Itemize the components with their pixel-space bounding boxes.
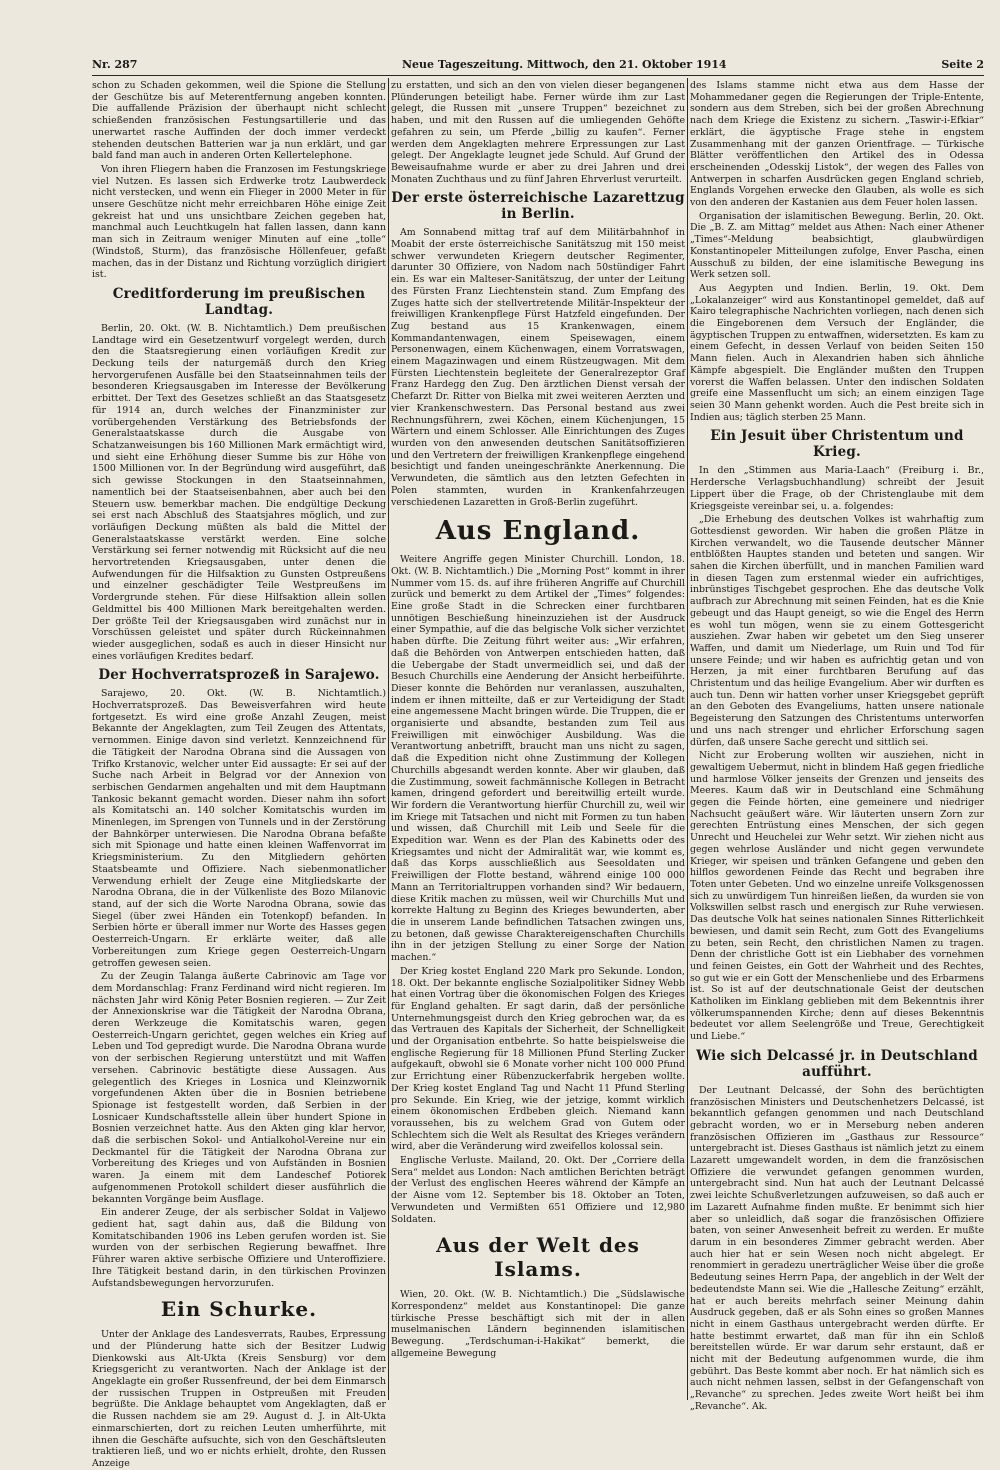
article-credit: Berlin, 20. Okt. (W. B. Nichtamtlich.) Dem preußischen Landtage wird ein Gesetzentwurf vorgelegt werden, durch den die Staatsregierung einen vorläufigen Kredit zur Deckung teils der naturgemäß durch den Krieg hervorgerufenen Ausfälle bei den Staatseinnahmen teils der besonderen Kriegsausgaben im Interesse der Bevölkerung erbittet. Der Text des Gesetzes schließt an das Staatsgesetz für 1914 an, durch welches der Finanzminister zur vorübergehenden Verstärkung des Betriebsfonds der Generalstaatskasse durch die Ausgabe von Schatzanweisungen bis 160 Millionen Mark ermächtigt wird, und sieht eine Erhöhung dieser Summe bis zur Höhe von 1500 Millionen vor. In der Begründung wird ausgeführt, daß sich gewisse Stockungen in den Staatseinnahmen, namentlich bei der Staatseisenbahnen, aber auch bei den Steuern usw. bemerkbar machen. Die endgültige Deckung sei erst nach Abschluß des Staatsjahres möglich, und zur vorläufigen Deckung müßten als bald die Mittel der Generalstaatskasse verstärkt werden. Eine solche Verstärkung sei ferner notwendig mit Rücksicht auf die neu hervortretenden Kriegsausgaben, unter denen die Aufwendungen für die Hilfsaktion zu Gunsten Ostpreußens und einzelner geschädigter Teile Westpreußens im Vordergrunde stehen. Für diese Hilfsaktion allein sollen Geldmittel bis 400 Millionen Mark bereitgehalten werden. Der größte Teil der Kriegsausgaben wird zunächst nur in Vorschüssen geleistet und später durch Rückeinnahmen wieder ausgeglichen, sodaß es auch in dieser Hinsicht nur eines vorläufigen Kredites bedarf.: [92, 322, 386, 662]
article-spies-paragraph: Von ihren Fliegern haben die Franzosen im Festungskriege viel Nutzen. Es lassen sich Erdwerke trotz Laubwerdeck nicht verstecken, und wenn ein Flieger in 2000 Meter in für unsere Geschütze nicht mehr erreichbaren Höhe einige Zeit gekreist hat und uns unsichtbare Zeichen gegeben hat, manchmal auch Leuchtkugeln hat fallen lassen, dann kann man sich in Zeitraum weniger Minuten auf eine „tolle“ (Windstoß, Sturm), das französische Höllenfeuer, gefaßt machen, das in der Distanz und Richtung vorzüglich dirigiert ist.: [92, 163, 386, 281]
headline-jesuit: Ein Jesuit über Christentum und Krieg.: [710, 428, 964, 461]
article-sarajewo-2: Zu der Zeugin Talanga äußerte Cabrinovic am Tage vor dem Mordanschlag: Franz Ferdinand wird nicht regieren. Im nächsten Jahr wird König Peter Bosnien regieren. — Zur Zeit der Annexionskrise war die Tätigkeit der Narodna Obrana, deren Werkzeuge die Komitatschis waren, gegen Oesterreich-Ungarn gerichtet, gegen welches ein Krieg auf Leben und Tod gepredigt wurde. Die Narodna Obrana wurde von der serbischen Regierung unterstützt und mit Waffen versehen. Cabrinovic bestätigte diese Aussagen. Aus gelegentlich des Krieges in Losnica und Kleinzwornik vorgefundenen Akten über die in Bosnien betriebene Spionage ist festgestellt worden, daß Serbien in der Losnicaer Kundschaftsstelle allein über hundert Spione in Bosnien verzeichnet hatte. Aus den Akten ging klar hervor, daß die serbischen Sokol- und Antialkohol-Vereine nur ein Deckmantel für die Tätigkeit der Narodna Obrana zur Vorbereitung des Krieges und von Aufständen in Bosnien waren. Ja einem mit dem Landeschef Potiorek aufgenommenen Protokoll schildert dieser ausführlich die bekannten Vorgänge beim Ausflage.: [92, 971, 386, 1205]
article-egypt-india: Aus Aegypten und Indien. Berlin, 19. Okt. Dem „Lokalanzeiger“ wird aus Konstantinopel gemeldet, daß auf Kairo telegraphische Nachrichten vorliegen, nach denen sich die Eingeborenen dem Versuch der Engländer, die ägyptischen Truppen zu entwaffnen, widersetzten. Es kam zu einem Gefecht, in dessen Verlauf von beiden Seiten 150 Mann fielen. Auch in Alexandrien haben sich ähnliche Kämpfe abgespielt. Die Engländer mußten den Truppen vorerst die Waffen belassen. Unter den indischen Soldaten greife eine Massenflucht um sich; an einem einzigen Tage seien 30 Mann gehenkt worden. Auch die Pest breite sich in Indien aus; täglich sterben 25 Mann.: [690, 282, 984, 423]
headline-delcasse: Wie sich Delcassé jr. in Deutschland aufführt.: [696, 1047, 978, 1080]
paper-title-date: Neue Tageszeitung. Mittwoch, den 21. Oktober 1914: [402, 58, 727, 71]
article-sarajewo-3: Ein anderer Zeuge, der als serbischer Soldat in Valjewo gedient hat, sagt dahin aus, daß die Bildung von Komitatschibanden 1906 ins Leben gerufen worden ist. Sie wurden von der serbischen Regierung bewaffnet. Ihre Führer waren aktive serbische Offiziere und Unteroffiziere. Ihre Tätigkeit bestand darin, in den türkischen Provinzen Aufstandsbewegungen hervorzurufen.: [92, 1207, 386, 1289]
column-3: [690, 80, 984, 1412]
page-number: Seite 2: [941, 58, 984, 71]
article-lazarettzug: Am Sonnabend mittag traf auf dem Militärbahnhof in Moabit der erste österreichische Sanitätszug mit 150 meist schwer verwundeten Kriegern deutscher Regimenter, darunter 30 Offiziere, von Nadom nach 50stündiger Fahrt ein. Es war ein Malteser-Sanitätszug, der unter der Leitung des Fürsten Franz Liechtenstein stand. Zum Empfang des Zuges hatte sich der stellvertretende Militär-Inspekteur der freiwilligen Krankenpflege Fürst Hatzfeld eingefunden. Der Zug bestand aus 15 Krankenwagen, einem Kommandantenwagen, einem Speisewagen, einem Personenwagen, einem Küchenwagen, einem Vorratswagen, einem Magazinwagen und einem Rüstzeugwagen. Mit dem Fürsten Liechtenstein begleitete der Generalrezeptor Graf Franz Hardegg den Zug. Den ärztlichen Dienst versah der Chefarzt Dr. Ritter von Bielka mit zwei weiteren Aerzten und vier Krankenschwestern. Das Personal bestand aus zwei Rechnungsführern, zwei Köchen, einem Küchenjungen, 15 Wärtern und einem Schlosser. Alle Einrichtungen des Zuges wurden von den anwesenden deutschen Sanitätsoffizieren und den Vertretern der freiwilligen Krankenpflege eingehend besichtigt und fanden uneingeschränkte Anerkennung. Die Verwundeten, die sämtlich aus den letzten Gefechten in Polen stammten, wurden in Krankenfahrzeugen verschiedenen Lazaretten in Groß-Berlin zugeführt.: [391, 227, 685, 508]
masthead: [92, 58, 984, 74]
headline-islam: Aus der Welt des Islams.: [436, 1233, 640, 1282]
article-schurke: Unter der Anklage des Landesverrats, Raubes, Erpressung und der Plünderung hatte sich der Besitzer Ludwig Dienkowski aus Alt-Ukta (Kreis Sensburg) vor dem Kriegsgericht zu verantworten. Nach der Anklage ist der Angeklagte ein großer Russenfreund, der bei dem Einmarsch der russischen Truppen in Ostpreußen mit Freuden begrüßte. Die Anklage behauptet vom Angeklagten, daß er die Russen nachdem sie am 29. August d. J. in Alt-Ukta einmarschierten, dort zu reichen Leuten umherführte, mit ihnen die Geschäfte aufsuchte, sich von den Geschäftsleuten traktieren ließ, und wo er nichts erhielt, drohte, den Russen Anzeige: [92, 1329, 386, 1469]
issue-number: Nr. 287: [92, 58, 138, 71]
headline-schurke: Ein Schurke.: [160, 1297, 318, 1322]
headline-credit: Creditforderung im preußischen Landtag.: [112, 285, 366, 318]
masthead-rule: [92, 75, 984, 76]
column-rule-2: [687, 78, 688, 1400]
article-spies-cont: schon zu Schaden gekommen, weil die Spione die Stellung der Geschütze bis auf Meterentfernung angeben konnten. Die auffallende Präzision der überhaupt nicht schlecht schießenden französischen Festungsartillerie und das unerwartet rasche Auffinden der doch immer verdeckt stehenden deutschen Batterien war ja nun erklärt, und gar bald fand man auch in anderen Orten Kellertelephone.: [92, 80, 386, 162]
article-islam-cont: des Islams stamme nicht etwa aus dem Hasse der Mohammedaner gegen die Regierungen der Triple-Entente, sondern aus dem Streben, sich bei der großen Abrechnung nach dem Kriege die Existenz zu sichern. „Taswir-i-Efkiar“ erklärt, die ägyptische Frage stehe in engstem Zusammenhang mit der ganzen Orientfrage. — Türkische Blätter veröffentlichen den Artikel des in Odessa erscheinenden „Odesskij Listok“, der wegen des Falles von Antwerpen in scharfen Ausdrücken gegen England schrieb, Englands Vorgehen erwecke den Glauben, als wolle es sich von den anderen der Kastanien aus dem Feuer holen lassen.: [690, 80, 984, 209]
article-islam: Wien, 20. Okt. (W. B. Nichtamtlich.) Die „Südslawische Korrespondenz“ meldet aus Konstantinopel: Die ganze türkische Presse beschäftigt sich mit der in allen muselmanischen Ländern beginnenden islamitischen Bewegung. „Terdschuman-i-Hakikat“ bemerkt, die allgemeine Bewegung: [391, 1289, 685, 1359]
article-sarajewo-1: Sarajewo, 20. Okt. (W. B. Nichtamtlich.) Hochverratsprozeß. Das Beweisverfahren wird heute fortgesetzt. Es wird eine große Anzahl Zeugen, meist Bekannte der Angeklagten, zum Teil Zeugen des Attentats, vernommen. Einige davon sind verletzt. Kennzeichnend für die Tätigkeit der Narodna Obrana sind die Aussagen von Trifko Krstanovic, welcher unter Eid aussagte: Er sei auf der Suche nach Arbeit in Belgrad vor der Annexion von serbischen Gendarmen angehalten und mit dem Hauptmann Tankosic bekannt gemacht worden. Dieser nahm ihn sofort als Komitatschi an. 140 solcher Komitatschis wurden im Minenlegen, im Sprengen von Tunnels und in der Zerstörung der Bahnkörper unterwiesen. Die Narodna Obrana befaßte sich mit Spionage und hatte einen kleinen Waffenvorrat im Kriegsministerium. Zu den Mitgliedern gehörten Staatsbeamte und Offiziere. Nach siebenmonatlicher Verwendung erhielt der Zeuge eine Mitgliedskarte der Narodna Obrana, die in der Vülkenliste des Bozo Milanovic stand, auf der sich die Worte Narodna Obrana, sowie das Siegel (über zwei Händen ein Totenkopf) befanden. In Serbien hörte er überall immer nur Worte des Hasses gegen Oesterreich-Ungarn. Er erklärte weiter, daß alle Vorbereitungen zum Kriege gegen Oesterreich-Ungarn getroffen gewesen seien.: [92, 688, 386, 969]
column-rule-1: [388, 78, 389, 1400]
headline-sarajewo: Der Hochverratsprozeß in Sarajewo.: [98, 667, 380, 684]
article-delcasse: Der Leutnant Delcassé, der Sohn des berüchtigten französischen Ministers und Deutschenhetzers Delcassé, ist bekanntlich gefangen genommen und nach Deutschland gebracht worden, wo er in Merseburg neben anderen französischen Offizieren im „Gasthaus zur Ressource“ untergebracht ist. Dieses Gasthaus ist nämlich jetzt zu einem Lazarett umgewandelt worden, in dem die französischen Offiziere die verwundet gefangen genommen wurden, untergebracht sind. Nun hat auch der Leutnant Delcassé zwei leichte Schußverletzungen aufzuweisen, so daß auch er im Lazarett Aufnahme finden mußte. Er benimmt sich hier aber so unleidlich, daß sogar die französischen Offiziere baten, von seiner Anwesenheit befreit zu werden. Er mußte darum in ein besonderes Zimmer gebracht werden. Aber auch hier hat er sein Wesen noch nicht abgelegt. Er renommiert in geradezu unerträglicher Weise über die große Bedeutung seines Herrn Papa, der angeblich in der Welt der bedeutendste Mann sei. Wie die „Hallesche Zeitung“ erzählt, hat er auch bereits mehrfach seiner Meinung dahin Ausdruck gegeben, daß er als Sohn eines so großen Mannes nicht in einem Gasthaus untergebracht werden dürfte. Er hatte bestimmt erwartet, daß man für ihn ein Schloß bereitstellen würde. Er war darum sehr erstaunt, daß er nicht mit der Bedeutung aufgenommen wurde, die ihm gebührt. Das Beste kommt aber noch. Er hat nämlich sich es auch nicht nehmen lassen, selbst in der Gefangenschaft von „Revanche“ zu sprechen. Jedes zweite Wort heißt bei ihm „Revanche“. Ak.: [690, 1084, 984, 1412]
headline-lazarettzug: Der erste österreichische Lazarettzug in Berlin.: [391, 190, 685, 223]
article-churchill: Weitere Angriffe gegen Minister Churchill. London, 18. Okt. (W. B. Nichtamtlich.) Die „Morning Post“ kommt in ihrer Nummer vom 15. ds. auf ihre früheren Angriffe auf Churchill zurück und bemerkt zu dem Artikel der „Times“ folgendes: Eine große Stadt in die Schrecken einer furchtbaren unnötigen Beschießung hineinzuziehen ist der Ausdruck einer Sympathie, auf die das belgische Volk sicher verzichtet haben dürfte. Die Zeitung führt weiter aus: „Wir erfahren, daß die Behörden von Antwerpen entschieden hatten, daß die Uebergabe der Stadt unvermeidlich sei, und daß der Besuch Churchills eine Aenderung der Ansicht herbeiführte. Dieser konnte die Behörden nur veranlassen, auszuhalten, indem er ihnen mitteilte, daß er zur Verteidigung der Stadt eine angemessene Macht bringen würde. Die Truppen, die er organisierte und absandte, bestanden zum Teil aus Freiwilligen mit einwöchiger Ausbildung. Was die Verantwortung anbetrifft, braucht man uns nicht zu sagen, daß die Expedition nicht ohne Zustimmung der Kollegen Churchills abgesandt werden konnte. Aber wir glauben, daß die Zustimmung, soweit fachmännische Kollegen in Betracht kamen, dringend gefordert und bereitwillig erteilt wurde. Wir fordern die Verantwortung hierfür Churchill zu, weil wir im Kriege mit Tatsachen und nicht mit Formen zu tun haben und wissen, daß Churchill mit Leib und Seele für die Expedition war. Wenn es der Plan des Kabinetts oder des Kriegsamtes und nicht der Admiralität war, wie kommt es, daß das Korps ausschließlich aus Seesoldaten und Freiwilligen der Flotte bestand, während einige 100 000 Mann an Territorialtruppen vorhanden sind? Wir bedauern, diese Kritik machen zu müssen, weil wir Churchills Mut und korrekte Haltung zu Beginn des Krieges bewunderten, aber die in unserem Lande befindlichen Tatsachen zwingen uns, zu betonen, daß gewisse Charaktereigenschaften Churchills ihn in der jetzigen Stellung zu einer Sorge der Nation machen.“: [391, 554, 685, 964]
column-2: [391, 80, 685, 1400]
article-jesuit-quote-2: Nicht zur Eroberung wollten wir ausziehen, nicht in gewaltigem Uebermut, nicht in blindem Haß gegen friedliche und harmlose Völker jenseits der Grenzen und jenseits des Meeres. Kaum daß wir in Deutschland eine Schmähung gegen die Feinde hörten, eine gemeinere und niedriger Nachsucht geäußert wäre. Wir läuterten unsern Zorn zur gerechten Entrüstung eines Menschen, der sich gegen Unrecht und Heuchelei zur Wehr setzt. Wir ziehen nicht aus gegen wehrlose Ausländer und nicht gegen verwundete Krieger, wir speisen und tränken Gefangene und geben den hilflos gewordenen Feinde das Recht und begraben ihre Toten unter Gebeten. Und wo einzelne unreife Volksgenossen sich zu unwürdigem Tun hinreißen ließen, da wurden sie von Volkswillen selbst rasch und energisch zur Ruhe verwiesen. Das deutsche Volk hat seines nationalen Sinnes Ritterlichkeit bewiesen, und damit sein Recht, zum Gott des Evangeliums zu beten, sein Recht, den christlichen Namen zu tragen. Denn der christliche Gott ist ein Liebhaber des vornehmen und feinen Geistes, ein Gott der Wahrheit und des Rechtes, so gut wie er ein Gott der Menschenliebe und des Erbarmens ist. So ist auf der deutschnationale Geist der deutschen Katholiken im Einklang geblieben mit dem Bekenntnis ihrer völkerumspannenden Kirche; denn auf dieses Bekenntnis bedeutet vor allem Seelengröße und Treue, Gerechtigkeit und Liebe.“: [690, 750, 984, 1043]
article-jesuit-quote-1: „Die Erhebung des deutschen Volkes ist wahrhaftig zum Gottesdienst geworden. Wir haben die großen Plätze in Kirchen verwandelt, wo die Tausende deutscher Männer entblößten Hauptes standen und beteten und sangen. Wir sahen die Kirchen überfüllt, und in manchen Familien ward in diesen Tagen zum erstenmal wieder ein aufrichtiges, inbrünstiges Tischgebet gesprochen. Ehe das deutsche Volk aufbrach zur Abrechnung mit seinen Feinden, hat es die Knie gebeugt und das Haupt geneigt, so wie die Engel des Herrn es wohl tun mögen, wenn sie zu einem Gottesgericht ausziehen. Zwar haben wir gebetet um den Sieg unserer Waffen, und damit um Niederlage, um Ruin und Tod für unsere Feinde; und wir haben es aufrichtig getan und von Herzen, ja mit einer furchtbaren Berufung auf das Christentum und das heilige Evangelium. Aber wir durften es auch tun. Denn wir hatten vorher unser Kriegsgebet geprüft an den Geboten des Evangeliums, hatten unsere nationale Begeisterung den Satzungen des Christentums unterworfen und uns nach strenger und ehrlicher Erforschung sagen dürfen, daß unsere Sache gerecht und sittlich sei.: [690, 514, 984, 748]
article-schurke-cont: zu erstatten, und sich an den von vielen dieser begangenen Plünderungen beteiligt habe. Ferner würde ihm zur Last gelegt, die Russen mit „unsere Truppen“ bezeichnet zu haben, und mit den Russen auf die umliegenden Gehöfte gefahren zu sein, um Pferde „billig zu kaufen“. Ferner werden dem Angeklagten mehrere Erpressungen zur Last gelegt. Der Angeklagte leugnet jede Schuld. Auf Grund der Beweisaufnahme wurde er aber zu drei Jahren und drei Monaten Zuchthaus und zu fünf Jahren Ehrverlust verurteilt.: [391, 80, 685, 185]
headline-england: Aus England.: [435, 516, 641, 547]
article-jesuit-intro: In den „Stimmen aus Maria-Laach“ (Freiburg i. Br., Herdersche Verlagsbuchhandlung) schreibt der Jesuit Lippert über die Frage, ob der Christenglaube mit dem Kriegsgeiste vereinbar sei, u. a. folgendes:: [690, 465, 984, 512]
article-islam-organisation: Organisation der islamitischen Bewegung. Berlin, 20. Okt. Die „B. Z. am Mittag“ meldet aus Athen: Nach einer Athener „Times“-Meldung beabsichtigt, glaubwürdigen Konstantinopeler Mitteilungen zufolge, Enver Pascha, einen Ausschuß zu bilden, der eine islamitische Bewegung ins Werk setzen soll.: [690, 210, 984, 281]
article-losses: Englische Verluste. Mailand, 20. Okt. Der „Corriere della Sera“ meldet aus London: Nach amtlichen Berichten beträgt der Verlust des englischen Heeres während der Kämpfe an der Aisne vom 12. September bis 18. Oktober an Toten, Verwundeten und Vermißten 651 Offiziere und 12,980 Soldaten.: [391, 1155, 685, 1225]
article-war-cost: Der Krieg kostet England 220 Mark pro Sekunde. London, 18. Okt. Der bekannte englische Sozialpolitiker Sidney Webb hat einen Vortrag über die ökonomischen Folgen des Krieges für England gehalten. Er sagt darin, daß der persönliche Unternehmungsgeist durch den Krieg gebrochen war, da es das Vertrauen des Kapitals der Sicherheit, der Schnelligkeit und der Organisation entbehrte. So hatte beispielsweise die englische Regierung für 18 Millionen Pfund Sterling Zucker aufgekauft, obwohl sie 6 Monate vorher nicht 100 000 Pfund zur Errichtung einer Rübenzuckerfabrik hergeben wollte. Der Krieg kostet England Tag und Nacht 11 Pfund Sterling pro Sekunde. Ein Krieg, wie der jetzige, kommt wirklich einem ökonomischen Erdbeben gleich. Niemand kann voraussehen, bis zu welchem Grad von Gutem oder Schlechtem sich die Welt als Resultat des Krieges verändern wird, aber die Veränderung wird zweifellos kolossal sein.: [391, 965, 685, 1153]
column-1: [92, 80, 386, 1469]
